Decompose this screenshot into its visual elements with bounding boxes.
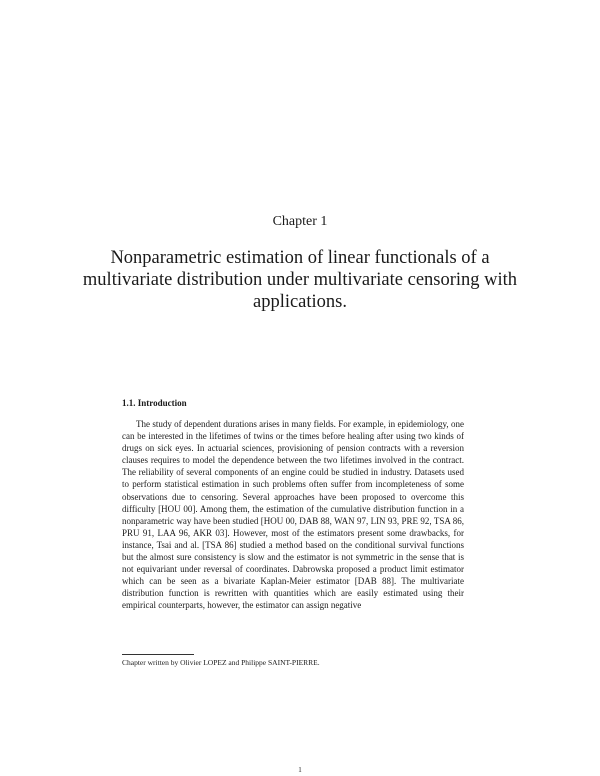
- introduction-paragraph: The study of dependent durations arises in many fields. For example, in epidemiology, one can be interested in the lifetimes of twins or the times before healing after using two kinds of drugs on sick eyes. In actuarial sciences, provisioning of pension contracts with a reversion clauses requires to model the dependence between the two lifetimes involved in the contract. The reliability of several components of an engine could be studied in industry. Datasets used to perform statistical estimation in such problems often suffer from incompleteness of some observations due to censoring. Several approaches have been proposed to overcome this difficulty [HOU 00]. Among them, the estimation of the cumulative distribution function in a nonparametric way have been studied [HOU 00, DAB 88, WAN 97, LIN 93, PRE 92, TSA 86, PRU 91, LAA 96, AKR 03]. However, most of the estimators present some drawbacks, for instance, Tsai and al. [TSA 86] studied a method based on the conditional survival functions but the almost sure consistency is slow and the estimator is not symmetric in the sense that is not equivariant under reversal of coordinates. Dabrowska proposed a product limit estimator which can be seen as a bivariate Kaplan-Meier estimator [DAB 88]. The multivariate distribution function is rewritten with quantities which are easily estimated using their empirical counterparts, however, the estimator can assign negative: [122, 419, 464, 611]
- chapter-title: Nonparametric estimation of linear functionals of a multivariate distribution under multivariate censoring with applications.: [82, 248, 518, 312]
- section-heading: 1.1. Introduction: [122, 398, 187, 408]
- author-footnote: Chapter written by Olivier LOPEZ and Philippe SAINT-PIERRE.: [122, 658, 320, 667]
- page-number: 1: [298, 766, 302, 774]
- chapter-label: Chapter 1: [272, 214, 328, 229]
- footnote-rule: [122, 654, 194, 655]
